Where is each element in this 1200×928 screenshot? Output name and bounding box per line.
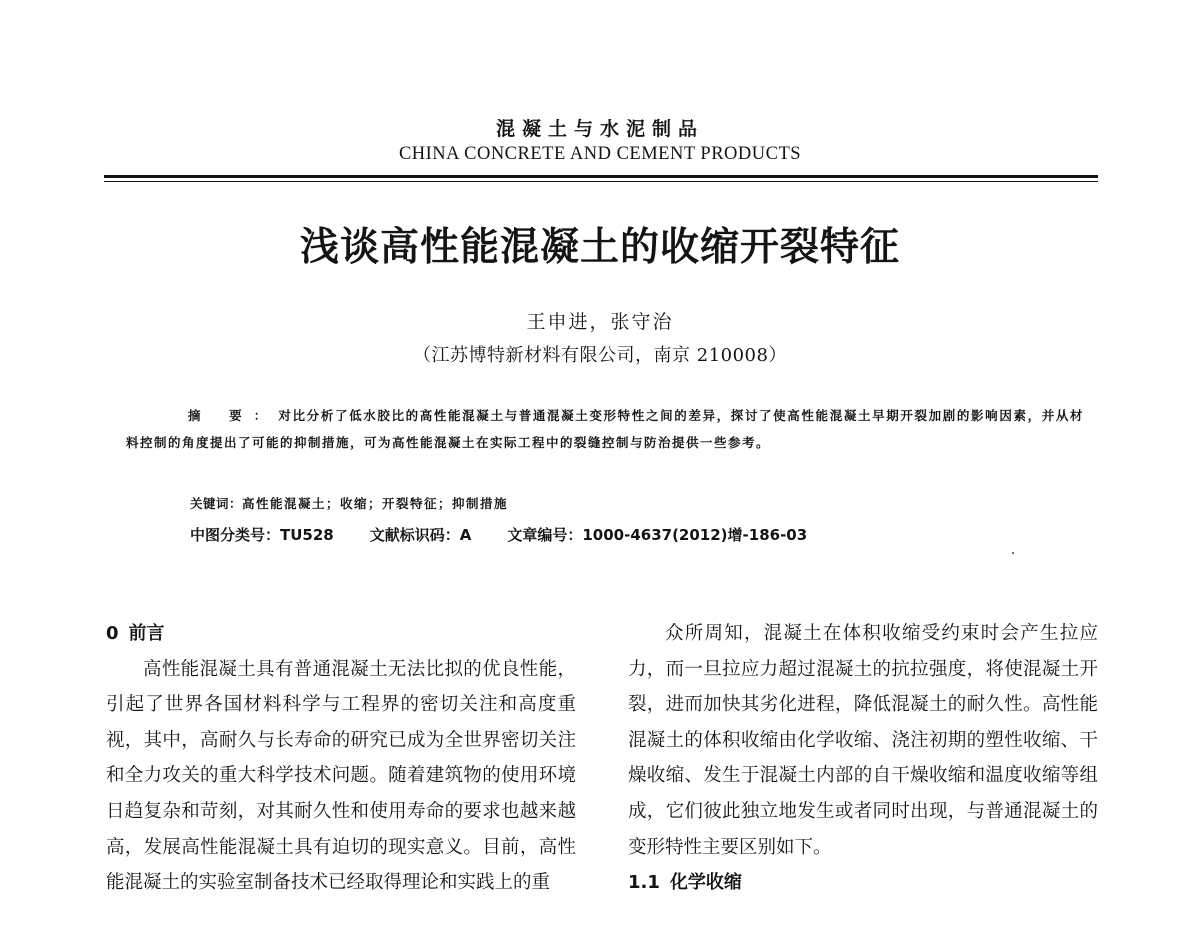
- section-0-paragraph-1: 高性能混凝土具有普通混凝土无法比拟的优良性能，引起了世界各国材料科学与工程界的密切关注和高度重视，其中，高耐久与长寿命的研究已成为全世界密切关注和全力攻关的重大科学技术问题。随着建筑物的使用环境日趋复杂和苛刻，对其耐久性和使用寿命的要求也越来越高，发展高性能混凝土具有迫切的现实意义。目前，高性能混凝土的实验室制备技术已经取得理论和实践上的重: [106, 658, 576, 894]
- header-rule-thin: [104, 181, 1098, 182]
- keywords-text: 高性能混凝土；收缩；开裂特征；抑制措施: [242, 496, 509, 511]
- abstract: [126, 402, 1084, 456]
- header-rule-thick: [104, 175, 1098, 178]
- keywords: [190, 494, 1070, 512]
- journal-name-en: CHINA CONCRETE AND CEMENT PRODUCTS: [398, 144, 802, 164]
- journal-name-cn: 混凝土与水泥制品: [495, 118, 704, 140]
- scan-speck: [1012, 552, 1014, 554]
- section-0-number: 0: [106, 623, 119, 644]
- abstract-text: 对比分析了低水胶比的高性能混凝土与普通混凝土变形特性之间的差异，探讨了使高性能混凝土早期开裂加剧的影响因素，并从材料控制的角度提出了可能的抑制措施，可为高性能混凝土在实际工程中的裂缝控制与防治提供一些参考。: [126, 408, 1084, 450]
- column-right: [628, 616, 1098, 901]
- affiliation: （江苏博特新材料有限公司，南京 210008）: [413, 345, 787, 366]
- document-code: 文献标识码：A: [369, 526, 472, 544]
- authors: 王申进，张守治: [526, 311, 674, 333]
- article-title: 浅谈高性能混凝土的收缩开裂特征: [299, 225, 900, 270]
- column-left: [106, 616, 576, 901]
- section-0-heading: [106, 616, 576, 652]
- article-number: 文章编号：1000-4637(2012)增-186-03: [507, 526, 808, 544]
- abstract-label: 摘 要：: [188, 408, 279, 423]
- section-0-title: 前言: [128, 623, 165, 644]
- classification-line: [190, 524, 1070, 545]
- keywords-label: 关键词：: [190, 496, 243, 511]
- section-0-paragraph-2: 众所周知，混凝土在体积收缩受约束时会产生拉应力，而一旦拉应力超过混凝土的抗拉强度，将使混凝土开裂，进而加快其劣化进程，降低混凝土的耐久性。高性能混凝土的体积收缩由化学收缩、浇注初期的塑性收缩、干燥收缩、发生于混凝土内部的自干燥收缩和温度收缩等组成，它们彼此独立地发生或者同时出现，与普通混凝土的变形特性主要区别如下。: [628, 623, 1098, 858]
- section-1-1-number: 1.1: [628, 872, 660, 894]
- clc-number: 中图分类号：TU528: [190, 526, 334, 544]
- section-1-1-heading: [628, 865, 1098, 901]
- section-1-1-title: 化学收缩: [669, 872, 742, 894]
